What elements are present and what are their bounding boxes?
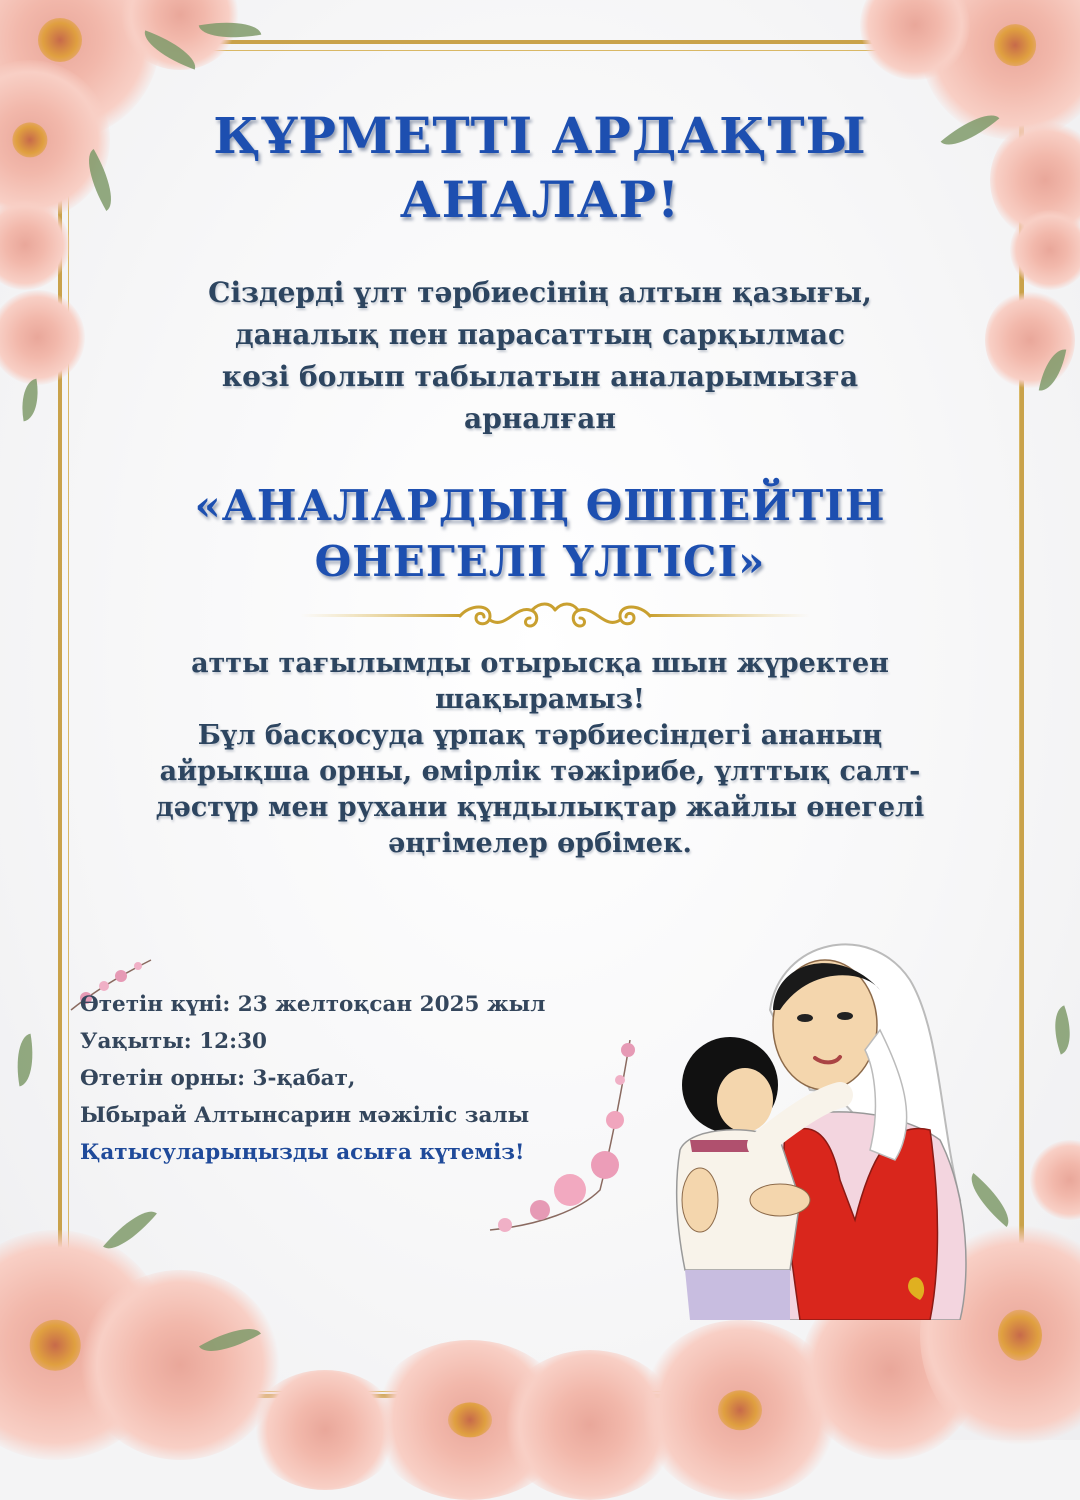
invitation-line: Бұл басқосуда ұрпақ тәрбиесіндегі ананың xyxy=(197,720,883,751)
mother-child-illustration-icon xyxy=(640,900,1020,1320)
invitation-line: әңгімелер өрбімек. xyxy=(388,828,692,859)
event-place: Өтетін орны: 3-қабат, xyxy=(80,1066,356,1091)
event-title-line: ӨНЕГЕЛІ ҮЛГІСІ» xyxy=(314,537,766,586)
intro-line: арналған xyxy=(464,402,616,435)
invitation-text xyxy=(0,646,1080,862)
event-hall: Ыбырай Алтынсарин мәжіліс залы xyxy=(80,1103,530,1128)
greeting-title xyxy=(0,104,1080,232)
greeting-title-line: ҚҰРМЕТТІ АРДАҚТЫ xyxy=(213,106,867,165)
invitation-line: атты тағылымды отырысқа шын жүректен xyxy=(191,648,889,679)
intro-line: даналық пен парасаттың сарқылмас xyxy=(234,318,846,351)
ornament-divider-icon xyxy=(300,596,810,636)
event-title xyxy=(0,478,1080,590)
event-details xyxy=(80,986,545,1171)
invitation-line: айрықша орны, өмірлік тәжірибе, ұлттық салт- xyxy=(159,756,921,787)
intro-line: Сіздерді ұлт тәрбиесінің алтын қазығы, xyxy=(208,276,872,309)
intro-text xyxy=(0,272,1080,440)
event-time: Уақыты: 12:30 xyxy=(80,1029,268,1054)
invitation-line: шақырамыз! xyxy=(435,684,645,715)
invitation-line: дәстүр мен рухани құндылықтар жайлы өнегелі xyxy=(155,792,925,823)
intro-line: көзі болып табылатын аналарымызға xyxy=(221,360,859,393)
greeting-title-line: АНАЛАР! xyxy=(399,170,681,229)
event-title-line: «АНАЛАРДЫҢ ӨШПЕЙТІН xyxy=(194,481,886,530)
event-date: Өтетін күні: 23 желтоқсан 2025 жыл xyxy=(80,992,546,1017)
closing-line: Қатысуларыңызды асыға күтеміз! xyxy=(80,1140,525,1165)
